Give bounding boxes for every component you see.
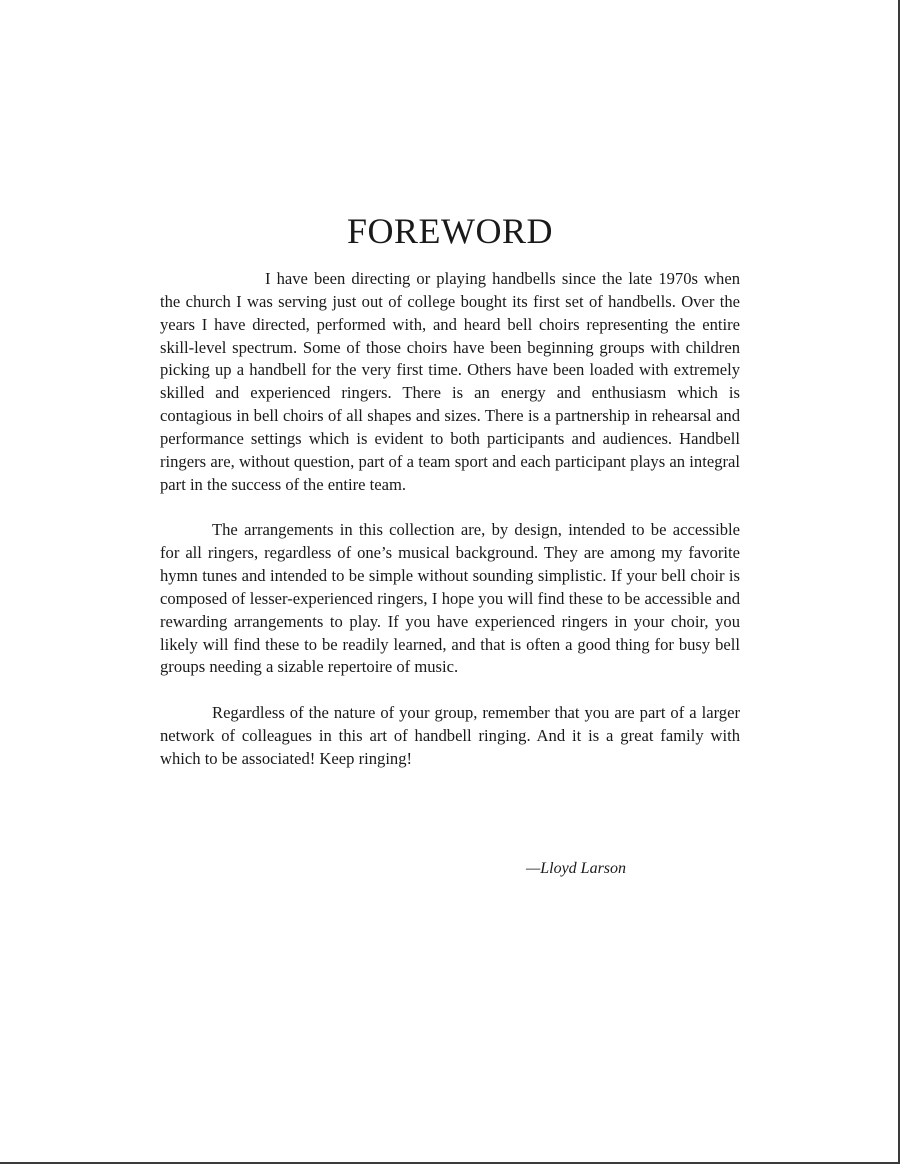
page-title: FOREWORD [346,211,553,251]
paragraph-3: Regardless of the nature of your group, remember that you are part of a larger network of colleagues in this art of handbell ringing. And it is a great family with which to be associated! Keep ringing! [160,703,740,768]
author-signature: —Lloyd Larson [526,860,627,877]
paragraph-2: The arrangements in this collection are, by design, intended to be accessible for all ringers, regardless of one’s musical background. They are among my favorite hymn tunes and intended to be simple without sounding simplistic. If your bell choir is composed of lesser-experienced ringers, I hope you will find these to be accessible and rewarding arrangements to play. If you have experienced ringers in your choir, you likely will find these to be readily learned, and that is often a good thing for busy bell groups needing a sizable repertoire of music. [160,520,740,677]
foreword-body [160,268,740,793]
paragraph-1: I have been directing or playing handbells since the late 1970s when the church I was serving just out of college bought its first set of handbells. Over the years I have directed, performed with, and heard bell choirs representing the entire skill-level spectrum. Some of those choirs have been beginning groups with children picking up a handbell for the very first time. Others have been loaded with extremely skilled and experienced ringers. There is an energy and enthusiasm which is contagious in bell choirs of all shapes and sizes. There is a partnership in rehearsal and performance settings which is evident to both participants and audiences. Handbell ringers are, without question, part of a team sport and each participant plays an integral part in the success of the entire team. [160,269,740,494]
